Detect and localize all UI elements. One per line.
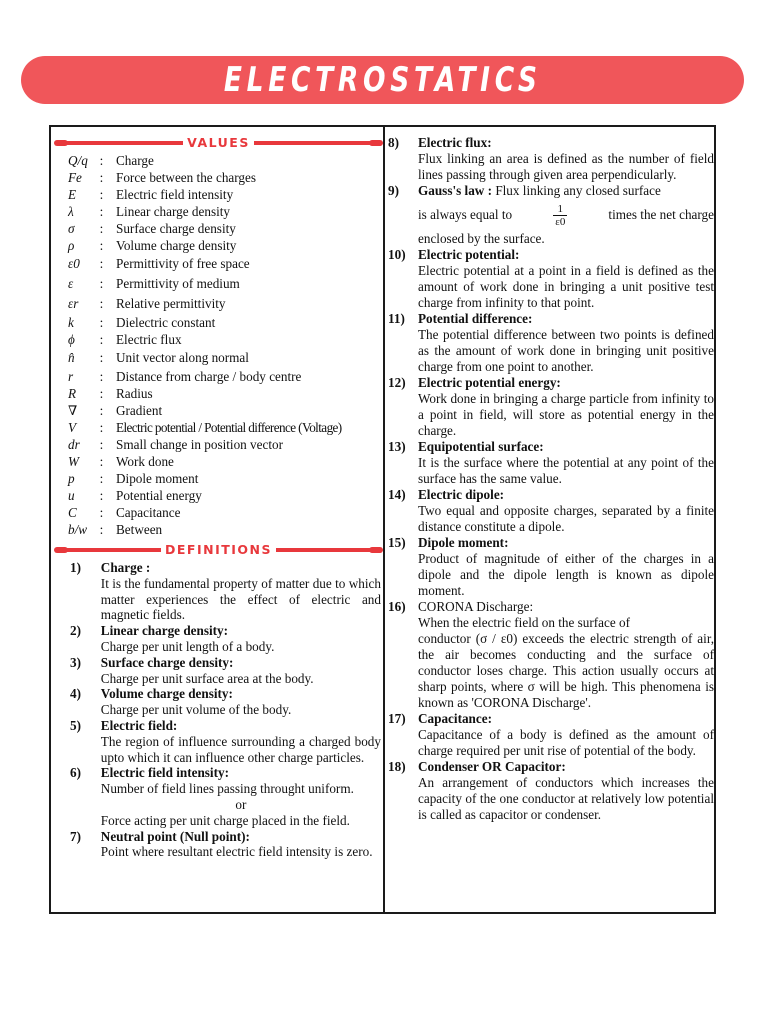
- definition-text: When the electric field on the surface of: [418, 615, 630, 630]
- definition-number: 14): [388, 487, 406, 502]
- definition-item: [388, 183, 714, 247]
- value-row: [56, 436, 381, 453]
- definition-item: [56, 718, 381, 765]
- definition-item: [388, 439, 714, 487]
- value-separator: :: [99, 296, 104, 311]
- values-heading-label: VALUES: [183, 135, 254, 150]
- value-symbol: b/w: [68, 522, 88, 537]
- definition-title: Electric potential:: [418, 247, 520, 262]
- definition-text: Two equal and opposite charges, separated by a finite distance constitute a dipole.: [418, 503, 714, 534]
- definition-item: [388, 375, 714, 439]
- definitions-heading: [56, 540, 381, 558]
- values-list: [56, 152, 381, 538]
- definition-number: 9): [388, 183, 399, 198]
- value-symbol: σ: [68, 221, 75, 236]
- definition-text: Product of magnitude of either of the charges in a dipole and the dipole length is known as dipole moment.: [418, 551, 714, 598]
- definition-text: It is the surface where the potential at any point of the surface has the same value.: [418, 455, 714, 486]
- definition-text: Number of field lines passing throught uniform.: [100, 781, 354, 797]
- title-banner: [21, 56, 744, 104]
- definition-text: The potential difference between two points is defined as the amount of work done in bringing unit positive charge from one point to another.: [418, 327, 714, 374]
- value-row: [56, 368, 381, 385]
- definition-item: [388, 311, 714, 375]
- value-row: [56, 237, 381, 254]
- definition-title: Linear charge density:: [100, 623, 229, 639]
- definition-number: 5): [70, 717, 81, 733]
- definition-item: [56, 655, 381, 687]
- value-symbol: p⃗: [68, 471, 85, 486]
- value-separator: :: [99, 221, 104, 236]
- value-separator: :: [99, 420, 104, 435]
- value-row: [56, 220, 381, 237]
- definition-number: 4): [70, 686, 81, 702]
- definition-title: Neutral point (Null point):: [100, 828, 250, 844]
- definition-number: 17): [388, 711, 406, 726]
- definition-title: Electric field intensity:: [100, 765, 229, 781]
- values-heading: [56, 133, 381, 151]
- value-symbol: C: [68, 505, 77, 520]
- definition-item: [388, 711, 714, 759]
- definition-text: An arrangement of conductors which increases the capacity of the one conductor at relatively low potential is called as capacitor or condenser.: [418, 775, 714, 822]
- definition-title: Volume charge density:: [100, 686, 233, 702]
- definition-item: [56, 765, 381, 828]
- value-symbol: dr⃗: [68, 437, 90, 452]
- definition-number: 10): [388, 247, 406, 262]
- value-meaning: Electric potential / Potential difference (Voltage): [116, 420, 342, 435]
- value-separator: :: [99, 204, 104, 219]
- value-separator: :: [99, 153, 104, 168]
- definition-text: enclosed by the surface.: [418, 231, 545, 246]
- value-meaning: Gradient: [116, 403, 163, 418]
- value-meaning: Surface charge density: [116, 221, 236, 236]
- value-row: [56, 348, 381, 368]
- value-separator: :: [99, 386, 104, 401]
- definition-text: The region of influence surrounding a charged body upto which it can influence other charge particles.: [100, 733, 381, 765]
- value-separator: :: [99, 369, 104, 384]
- value-row: [56, 169, 381, 186]
- definition-title: Equipotential surface:: [418, 439, 544, 454]
- definition-item: [56, 829, 381, 861]
- value-symbol: k: [68, 315, 74, 330]
- value-row: [56, 487, 381, 504]
- definition-number: 18): [388, 759, 406, 774]
- value-meaning: Linear charge density: [116, 204, 230, 219]
- value-row: [56, 203, 381, 220]
- definition-number: 2): [70, 623, 81, 639]
- fraction-numerator: 1: [557, 202, 564, 215]
- one-over-epsilon-fraction: [553, 203, 567, 228]
- value-separator: :: [99, 276, 104, 291]
- definition-title: Charge :: [100, 560, 151, 575]
- value-separator: :: [99, 488, 104, 503]
- definition-item: [388, 535, 714, 599]
- value-meaning: Dipole moment: [116, 471, 199, 486]
- definition-item: [388, 487, 714, 535]
- value-meaning: Work done: [116, 454, 174, 469]
- value-separator: :: [99, 454, 104, 469]
- definition-number: 12): [388, 375, 406, 390]
- definition-number: 11): [388, 311, 405, 326]
- definition-number: 16): [388, 599, 406, 614]
- page-title: ELECTROSTATICS: [223, 60, 542, 100]
- value-separator: :: [99, 332, 104, 347]
- value-symbol: ϕ: [68, 332, 75, 347]
- definition-item: [56, 560, 381, 623]
- definition-text: conductor (σ / ε0) exceeds the electric strength of air, the air becomes conducting and the surface of conductor loses charge. This action usually occurs at sharp points, where σ will be high. This phenomena is known as 'CORONA Discharge'.: [418, 631, 714, 710]
- value-meaning: Between: [116, 522, 163, 537]
- value-row: [56, 152, 381, 169]
- definitions-heading-label: DEFINITIONS: [161, 542, 276, 557]
- definition-title: Potential difference:: [418, 311, 533, 326]
- definition-item: [56, 623, 381, 655]
- definition-text: Electric potential at a point in a field is defined as the amount of work done in bringing a unit positive test charge from infinity to that point.: [418, 263, 714, 310]
- definition-number: 7): [70, 828, 81, 844]
- definition-item: [388, 135, 714, 183]
- definitions-left-list: [56, 560, 381, 860]
- value-row: [56, 331, 381, 348]
- value-meaning: Force between the charges: [116, 170, 256, 185]
- definition-number: 6): [70, 765, 81, 781]
- value-symbol: Q/q: [68, 153, 88, 168]
- definition-title: Surface charge density:: [100, 654, 234, 670]
- definition-number: 13): [388, 439, 406, 454]
- definition-item: [388, 599, 714, 711]
- fraction-denominator: ε0: [555, 215, 566, 228]
- column-divider: [383, 127, 385, 912]
- value-row: [56, 314, 381, 331]
- content-frame: [49, 125, 716, 914]
- definition-number: 3): [70, 654, 81, 670]
- value-symbol: E: [68, 187, 77, 202]
- value-meaning: Potential energy: [116, 488, 202, 503]
- value-row: [56, 294, 381, 314]
- value-symbol: Fe: [68, 170, 82, 185]
- definition-title: Electric flux:: [418, 135, 492, 150]
- definition-text: Point where resultant electric field intensity is zero.: [100, 844, 373, 860]
- value-row: [56, 402, 381, 419]
- definition-text: Flux linking any closed surface: [495, 183, 661, 198]
- value-meaning: Permittivity of free space: [116, 256, 250, 271]
- value-row: [56, 274, 381, 294]
- definition-item: [56, 686, 381, 718]
- value-symbol: ε: [68, 276, 74, 291]
- value-meaning: Distance from charge / body centre: [116, 369, 302, 384]
- value-row: [56, 186, 381, 203]
- value-meaning: Volume charge density: [116, 238, 237, 253]
- right-column: [388, 127, 714, 823]
- definition-text: Charge per unit length of a body.: [100, 638, 275, 654]
- value-separator: :: [99, 522, 104, 537]
- value-meaning: Electric flux: [116, 332, 182, 347]
- value-symbol: R: [68, 386, 77, 401]
- value-row: [56, 254, 381, 274]
- value-meaning: Unit vector along normal: [116, 350, 249, 365]
- value-symbol: W: [68, 454, 79, 469]
- value-symbol: u: [68, 488, 75, 503]
- definition-title: Dipole moment:: [418, 535, 509, 550]
- definition-text: times the net charge: [608, 207, 714, 222]
- definition-title: CORONA Discharge:: [418, 599, 534, 614]
- value-meaning: Small change in position vector: [116, 437, 284, 452]
- value-symbol: εr: [68, 296, 79, 311]
- definition-title: Electric dipole:: [418, 487, 505, 502]
- definition-item: [388, 759, 714, 823]
- value-separator: :: [99, 350, 104, 365]
- value-symbol: r: [68, 369, 74, 384]
- definition-text: is always equal to: [418, 207, 513, 222]
- definition-text: It is the fundamental property of matter due to which matter experiences the effect of electric and magnetic fields.: [100, 575, 381, 623]
- value-symbol: V: [68, 420, 77, 435]
- definition-text: Flux linking an area is defined as the number of field lines passing through given area perpendicularly.: [418, 151, 714, 182]
- definition-title: Condenser OR Capacitor:: [418, 759, 566, 774]
- definition-text: Force acting per unit charge placed in the field.: [100, 812, 350, 828]
- value-symbol: ρ: [68, 238, 75, 253]
- value-meaning: Radius: [116, 386, 153, 401]
- definition-text: Charge per unit volume of the body.: [100, 702, 292, 718]
- value-separator: :: [99, 315, 104, 330]
- value-symbol: ∇: [68, 403, 78, 418]
- value-row: [56, 385, 381, 402]
- definition-text: Work done in bringing a charge particle from infinity to a point in field, will store as potential energy in the charge.: [418, 391, 714, 438]
- value-meaning: Capacitance: [116, 505, 181, 520]
- value-meaning: Charge: [116, 153, 154, 168]
- value-meaning: Relative permittivity: [116, 296, 226, 311]
- definition-text: Charge per unit surface area at the body.: [100, 670, 314, 686]
- value-separator: :: [99, 187, 104, 202]
- value-symbol: ε0: [68, 256, 80, 271]
- definition-title: Gauss's law :: [418, 183, 493, 198]
- value-row: [56, 419, 381, 436]
- definition-number: 8): [388, 135, 399, 150]
- value-row: [56, 504, 381, 521]
- value-separator: :: [99, 437, 104, 452]
- value-row: [56, 470, 381, 487]
- definition-number: 15): [388, 535, 406, 550]
- value-separator: :: [99, 471, 104, 486]
- value-separator: :: [99, 256, 104, 271]
- value-meaning: Dielectric constant: [116, 315, 216, 330]
- definition-item: [388, 247, 714, 311]
- value-row: [56, 521, 381, 538]
- value-separator: :: [99, 403, 104, 418]
- left-column: [56, 127, 381, 860]
- definition-title: Electric field:: [100, 717, 178, 733]
- value-separator: :: [99, 170, 104, 185]
- value-separator: :: [99, 238, 104, 253]
- value-meaning: Electric field intensity: [116, 187, 234, 202]
- value-separator: :: [99, 505, 104, 520]
- definition-number: 1): [70, 560, 81, 575]
- value-meaning: Permittivity of medium: [116, 276, 240, 291]
- value-symbol: λ: [68, 204, 74, 219]
- definition-title: Capacitance:: [418, 711, 492, 726]
- definition-title: Electric potential energy:: [418, 375, 561, 390]
- definition-or: or: [235, 796, 247, 812]
- value-row: [56, 453, 381, 470]
- value-symbol: n̂: [68, 350, 75, 365]
- definition-text: Capacitance of a body is defined as the amount of charge required per unit rise of potential of the body.: [418, 727, 714, 758]
